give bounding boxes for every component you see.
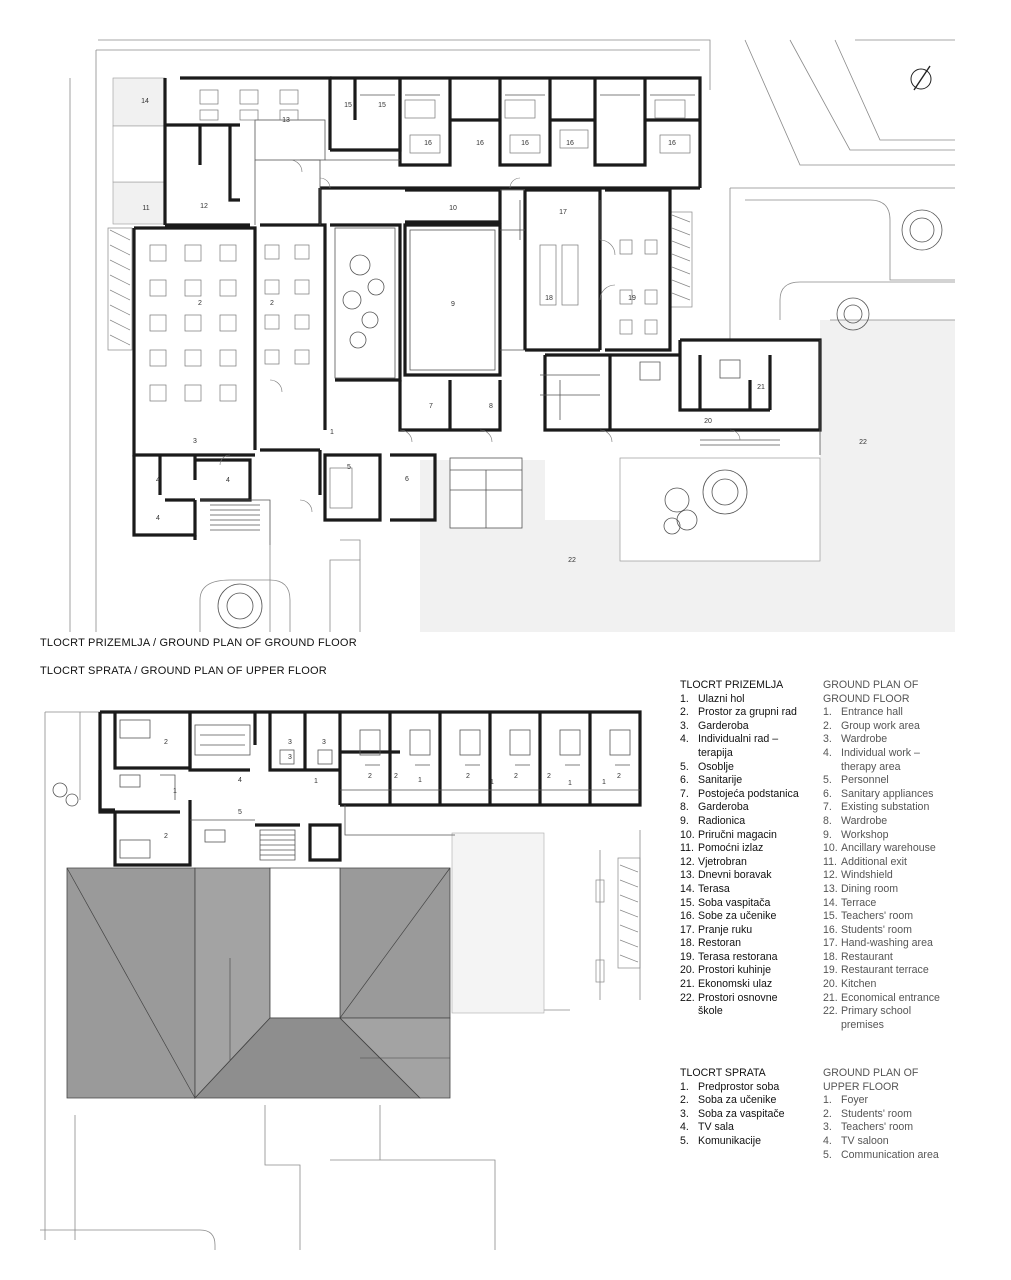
ground-floor-caption: TLOCRT PRIZEMLJA / GROUND PLAN OF GROUND FLOOR — [40, 637, 357, 649]
legend-item — [823, 1005, 963, 1019]
legend-item-number — [680, 747, 698, 761]
legend-item-number: 16. — [680, 910, 695, 923]
legend-item-number: 3. — [823, 1121, 832, 1134]
legend-item-text: Kitchen — [841, 978, 877, 991]
legend-upper-english — [823, 1067, 963, 1162]
legend-item-number: 5. — [823, 774, 832, 787]
legend-item-number: 5. — [680, 1134, 689, 1147]
legend-item — [823, 747, 963, 761]
legend-item — [823, 815, 963, 829]
legend-item — [680, 883, 815, 897]
legend-item-text: Terasa restorana — [698, 950, 778, 963]
legend-item — [680, 1094, 815, 1108]
legend-item-number — [823, 761, 841, 775]
legend-item — [680, 910, 815, 924]
upper-label-1b: 1 — [314, 778, 318, 785]
legend-item-number: 3. — [823, 733, 832, 746]
legend-item-number: 3. — [680, 1107, 689, 1120]
legend-item-text: Group work area — [841, 719, 920, 732]
room-label-5: 5 — [347, 464, 351, 471]
upper-label-3b: 3 — [322, 739, 326, 746]
legend-item — [680, 1121, 815, 1135]
legend-item-text: Hand-washing area — [841, 937, 933, 950]
legend-item — [680, 788, 815, 802]
legend-item — [823, 992, 963, 1006]
upper-thin-lines — [120, 720, 640, 860]
bench-right — [596, 858, 640, 982]
legend-item-text: Prostori kuhinje — [698, 964, 772, 977]
legend-item — [823, 1094, 963, 1108]
legend-item — [823, 1149, 963, 1163]
legend-item — [823, 1019, 963, 1033]
legend-item-number: 3. — [680, 719, 689, 732]
legend-item-text: Personnel — [841, 774, 889, 787]
legend-item — [680, 829, 815, 843]
legend-item-number: 7. — [823, 801, 832, 814]
room-label-9: 9 — [451, 301, 455, 308]
upper-label-2g: 2 — [547, 773, 551, 780]
legend-item-text: Students' room — [841, 1107, 912, 1120]
legend-item-text: Radionica — [698, 814, 746, 827]
site-pale-east — [820, 320, 955, 455]
legend-item-text: Individual work – — [841, 746, 920, 759]
upper-label-2c: 2 — [368, 773, 372, 780]
roof-planes — [67, 868, 450, 1098]
legend-item — [680, 897, 815, 911]
legend-item-number: 9. — [823, 828, 832, 841]
upper-label-1a: 1 — [173, 788, 177, 795]
upper-label-1d: 1 — [490, 779, 494, 786]
upper-label-2h: 2 — [617, 773, 621, 780]
room-label-4c: 4 — [156, 515, 160, 522]
legend-item-text: Restaurant terrace — [841, 964, 929, 977]
room-label-15b: 15 — [378, 102, 386, 109]
legend-item-number: 2. — [823, 1107, 832, 1120]
legend-item-number: 21. — [823, 991, 838, 1004]
legend-item — [823, 733, 963, 747]
legend-item-text: Priručni magacin — [698, 828, 777, 841]
legend-item-text: Ulazni hol — [698, 692, 745, 705]
legend-item-text: Restaurant — [841, 950, 893, 963]
upper-label-3c: 3 — [288, 754, 292, 761]
legend-item-text: Garderoba — [698, 719, 749, 732]
legend-item — [680, 1108, 815, 1122]
legend-item-number: 22. — [680, 991, 695, 1004]
legend-heading: TLOCRT SPRATA — [680, 1067, 766, 1079]
legend-item-text: Communication area — [841, 1148, 939, 1161]
legend-item-number: 6. — [823, 787, 832, 800]
legend-item-text: Teachers' room — [841, 1121, 914, 1134]
legend-item-number: 4. — [823, 746, 832, 759]
upper-label-4: 4 — [238, 777, 242, 784]
legend-item-number: 8. — [823, 814, 832, 827]
legend-item — [823, 1108, 963, 1122]
legend-item-text: Dnevni boravak — [698, 869, 772, 882]
legend-item — [680, 720, 815, 734]
room-label-1: 1 — [330, 429, 334, 436]
legend-upper-local — [680, 1067, 815, 1149]
legend-item-number: 22. — [823, 1005, 838, 1018]
legend-item-number: 4. — [823, 1134, 832, 1147]
room-label-21: 21 — [757, 384, 765, 391]
legend-item — [823, 924, 963, 938]
room-label-4a: 4 — [156, 477, 160, 484]
legend-item — [680, 978, 815, 992]
ramp-hatch-left — [108, 228, 132, 350]
legend-item — [680, 801, 815, 815]
legend-item — [680, 1135, 815, 1149]
upper-label-2d: 2 — [394, 773, 398, 780]
room-label-22a: 22 — [859, 439, 867, 446]
legend-item-number: 15. — [823, 910, 838, 923]
legend-item — [823, 761, 963, 775]
room-label-6: 6 — [405, 476, 409, 483]
legend-item-number: 20. — [680, 964, 695, 977]
legend-item-number: 21. — [680, 978, 695, 991]
legend-item-text: Soba za učenike — [698, 1094, 777, 1107]
legend-item — [823, 964, 963, 978]
legend-item-text: Terasa — [698, 882, 730, 895]
legend-item-text: Predprostor soba — [698, 1080, 780, 1093]
legend-item — [823, 706, 963, 720]
upper-label-1e: 1 — [568, 780, 572, 787]
legend-item-number: 4. — [680, 733, 689, 746]
legend-item-number: 18. — [823, 950, 838, 963]
legend-item-number: 2. — [680, 706, 689, 719]
legend-item — [680, 747, 815, 761]
upper-label-1c: 1 — [418, 777, 422, 784]
room-label-17: 17 — [559, 209, 567, 216]
legend-item-text: premises — [841, 1018, 884, 1031]
legend-item-text: TV sala — [698, 1121, 734, 1134]
room-label-12: 12 — [200, 203, 208, 210]
legend-ground-local — [680, 679, 815, 1019]
legend-item-number: 13. — [823, 882, 838, 895]
legend-item-number: 5. — [680, 760, 689, 773]
room-label-16e: 16 — [668, 140, 676, 147]
legend-item-text: Restoran — [698, 937, 741, 950]
upper-label-3a: 3 — [288, 739, 292, 746]
ground-floor-plan — [70, 40, 955, 632]
legend-item-text: Dining room — [841, 882, 899, 895]
legend-item — [823, 910, 963, 924]
legend-item-text: Wardrobe — [841, 733, 888, 746]
room-label-7: 7 — [429, 403, 433, 410]
legend-item-text: therapy area — [841, 760, 901, 773]
terrace-planting — [113, 126, 165, 182]
legend-item — [680, 951, 815, 965]
legend-item-text: terapija — [698, 746, 733, 759]
legend-item-number: 19. — [680, 950, 695, 963]
legend-item — [823, 883, 963, 897]
legend-item — [680, 924, 815, 938]
legend-item — [680, 992, 815, 1006]
stipple-area — [452, 833, 544, 1013]
upper-label-2e: 2 — [466, 773, 470, 780]
legend-heading: GROUND PLAN OF — [823, 679, 919, 691]
room-label-2a: 2 — [198, 300, 202, 307]
legend-item-number — [823, 1019, 841, 1033]
legend-item-text: Prostori osnovne — [698, 991, 778, 1004]
legend-item-text: Students' room — [841, 923, 912, 936]
legend-item-number: 20. — [823, 978, 838, 991]
legend-item — [680, 1081, 815, 1095]
legend-item-text: Workshop — [841, 828, 889, 841]
legend-item-text: Prostor za grupni rad — [698, 706, 797, 719]
room-label-18: 18 — [545, 295, 553, 302]
room-label-20: 20 — [704, 418, 712, 425]
legend-item-number: 16. — [823, 923, 838, 936]
ramp-hatch-right — [670, 212, 692, 307]
upper-label-5: 5 — [238, 809, 242, 816]
legend-item-text: Sobe za učenike — [698, 910, 777, 923]
legend-item — [823, 788, 963, 802]
legend-item — [680, 856, 815, 870]
legend-item-text: Individualni rad – — [698, 733, 779, 746]
legend-item-number: 7. — [680, 787, 689, 800]
legend-item — [680, 693, 815, 707]
legend-item-text: Soba za vaspitače — [698, 1107, 785, 1120]
legend-item-number: 12. — [823, 869, 838, 882]
legend-item — [823, 856, 963, 870]
legend-item-number: 1. — [680, 692, 689, 705]
room-label-4b: 4 — [226, 477, 230, 484]
legend-item — [823, 720, 963, 734]
legend-item-number: 8. — [680, 801, 689, 814]
room-label-15a: 15 — [344, 102, 352, 109]
legend-item-number: 19. — [823, 964, 838, 977]
room-label-14: 14 — [141, 98, 149, 105]
legend-item — [680, 1005, 815, 1019]
legend-item — [680, 964, 815, 978]
legend-item-text: Foyer — [841, 1094, 869, 1107]
legend-item — [680, 706, 815, 720]
legend-item-text: Windshield — [841, 869, 893, 882]
legend-item-text: Economical entrance — [841, 991, 940, 1004]
legend-item-number: 15. — [680, 896, 695, 909]
legend-item — [823, 1121, 963, 1135]
legend-item-number: 1. — [823, 1094, 832, 1107]
legend-item — [823, 774, 963, 788]
legend-item-text: Sanitary appliances — [841, 787, 934, 800]
legend-item-text: TV saloon — [841, 1134, 889, 1147]
room-label-13: 13 — [282, 117, 290, 124]
upper-walls — [100, 712, 640, 865]
legend-item-number: 14. — [680, 882, 695, 895]
room-label-19: 19 — [628, 295, 636, 302]
legend-item — [680, 761, 815, 775]
legend-item-number: 12. — [680, 855, 695, 868]
legend-item-number: 17. — [680, 923, 695, 936]
legend-item-text: Vjetrobran — [698, 855, 747, 868]
legend-item-number: 4. — [680, 1121, 689, 1134]
room-label-16a: 16 — [424, 140, 432, 147]
legend-item-number: 9. — [680, 814, 689, 827]
room-label-22b: 22 — [568, 557, 576, 564]
legend-item-text: Sanitarije — [698, 774, 743, 787]
legend-item-number: 10. — [680, 828, 695, 841]
legend-heading: UPPER FLOOR — [823, 1080, 899, 1093]
legend-item-number: 1. — [680, 1080, 689, 1093]
legend-item-text: Pranje ruku — [698, 923, 753, 936]
legend-item-number: 13. — [680, 869, 695, 882]
upper-label-2b: 2 — [164, 833, 168, 840]
legend-item-text: Existing substation — [841, 801, 930, 814]
legend-item — [680, 815, 815, 829]
legend-item — [680, 869, 815, 883]
room-label-2b: 2 — [270, 300, 274, 307]
upper-floor-plan — [40, 712, 640, 1250]
legend-item — [680, 937, 815, 951]
room-label-16d: 16 — [566, 140, 574, 147]
legend-item-text: Entrance hall — [841, 706, 903, 719]
legend-item-text: Ancillary warehouse — [841, 842, 936, 855]
legend-item-number: 1. — [823, 706, 832, 719]
legend-item-text: Terrace — [841, 896, 877, 909]
legend-item-number: 18. — [680, 937, 695, 950]
legend-item-number: 10. — [823, 842, 838, 855]
legend-item — [823, 869, 963, 883]
legend-item-text: Wardrobe — [841, 814, 888, 827]
legend-heading: TLOCRT PRIZEMLJA — [680, 679, 784, 691]
legend-item — [680, 774, 815, 788]
legend-item-number: 6. — [680, 774, 689, 787]
legend-item-text: Pomoćni izlaz — [698, 842, 764, 855]
legend-item-number — [680, 1005, 698, 1019]
legend-item — [680, 733, 815, 747]
legend-item-text: Teachers' room — [841, 910, 914, 923]
legend-item-text: Ekonomski ulaz — [698, 978, 773, 991]
legend-item — [823, 937, 963, 951]
legend-item-text: Primary school — [841, 1005, 912, 1018]
legend-item — [823, 897, 963, 911]
legend-item-number: 11. — [823, 855, 837, 868]
legend-item-text: Additional exit — [841, 855, 907, 868]
legend-item — [823, 829, 963, 843]
upper-label-1f: 1 — [602, 779, 606, 786]
legend-item — [823, 842, 963, 856]
room-label-3: 3 — [193, 438, 197, 445]
north-arrow-icon — [911, 66, 931, 90]
legend-item-text: Garderoba — [698, 801, 749, 814]
upper-room-numbers — [164, 739, 621, 840]
room-label-10: 10 — [449, 205, 457, 212]
legend-item-number: 2. — [680, 1094, 689, 1107]
legend-item-text: Osoblje — [698, 760, 734, 773]
room-label-16c: 16 — [521, 140, 529, 147]
legend-item-number: 2. — [823, 719, 832, 732]
room-label-8: 8 — [489, 403, 493, 410]
terrace-14 — [113, 78, 165, 126]
upper-label-2f: 2 — [514, 773, 518, 780]
legend-item — [823, 978, 963, 992]
legend-ground-english — [823, 679, 963, 1032]
legend-item-text: škole — [698, 1005, 723, 1018]
legend-item-text: Komunikacije — [698, 1134, 762, 1147]
legend-item — [680, 842, 815, 856]
legend-item-text: Postojeća podstanica — [698, 787, 799, 800]
legend-item — [823, 951, 963, 965]
exit-11 — [113, 182, 165, 224]
room-label-16b: 16 — [476, 140, 484, 147]
upper-label-2a: 2 — [164, 739, 168, 746]
legend-item-number: 14. — [823, 896, 838, 909]
legend-item-number: 11. — [680, 842, 694, 855]
legend-item — [823, 1135, 963, 1149]
legend-heading: GROUND FLOOR — [823, 692, 910, 705]
legend-item-number: 5. — [823, 1148, 832, 1161]
upper-floor-caption: TLOCRT SPRATA / GROUND PLAN OF UPPER FLOOR — [40, 665, 327, 677]
legend-item — [823, 801, 963, 815]
legend-item-text: Soba vaspitača — [698, 896, 771, 909]
room-label-11: 11 — [142, 205, 150, 212]
legend-heading: GROUND PLAN OF — [823, 1067, 919, 1079]
legend-item-number: 17. — [823, 937, 838, 950]
courtyard-patch — [620, 458, 820, 561]
